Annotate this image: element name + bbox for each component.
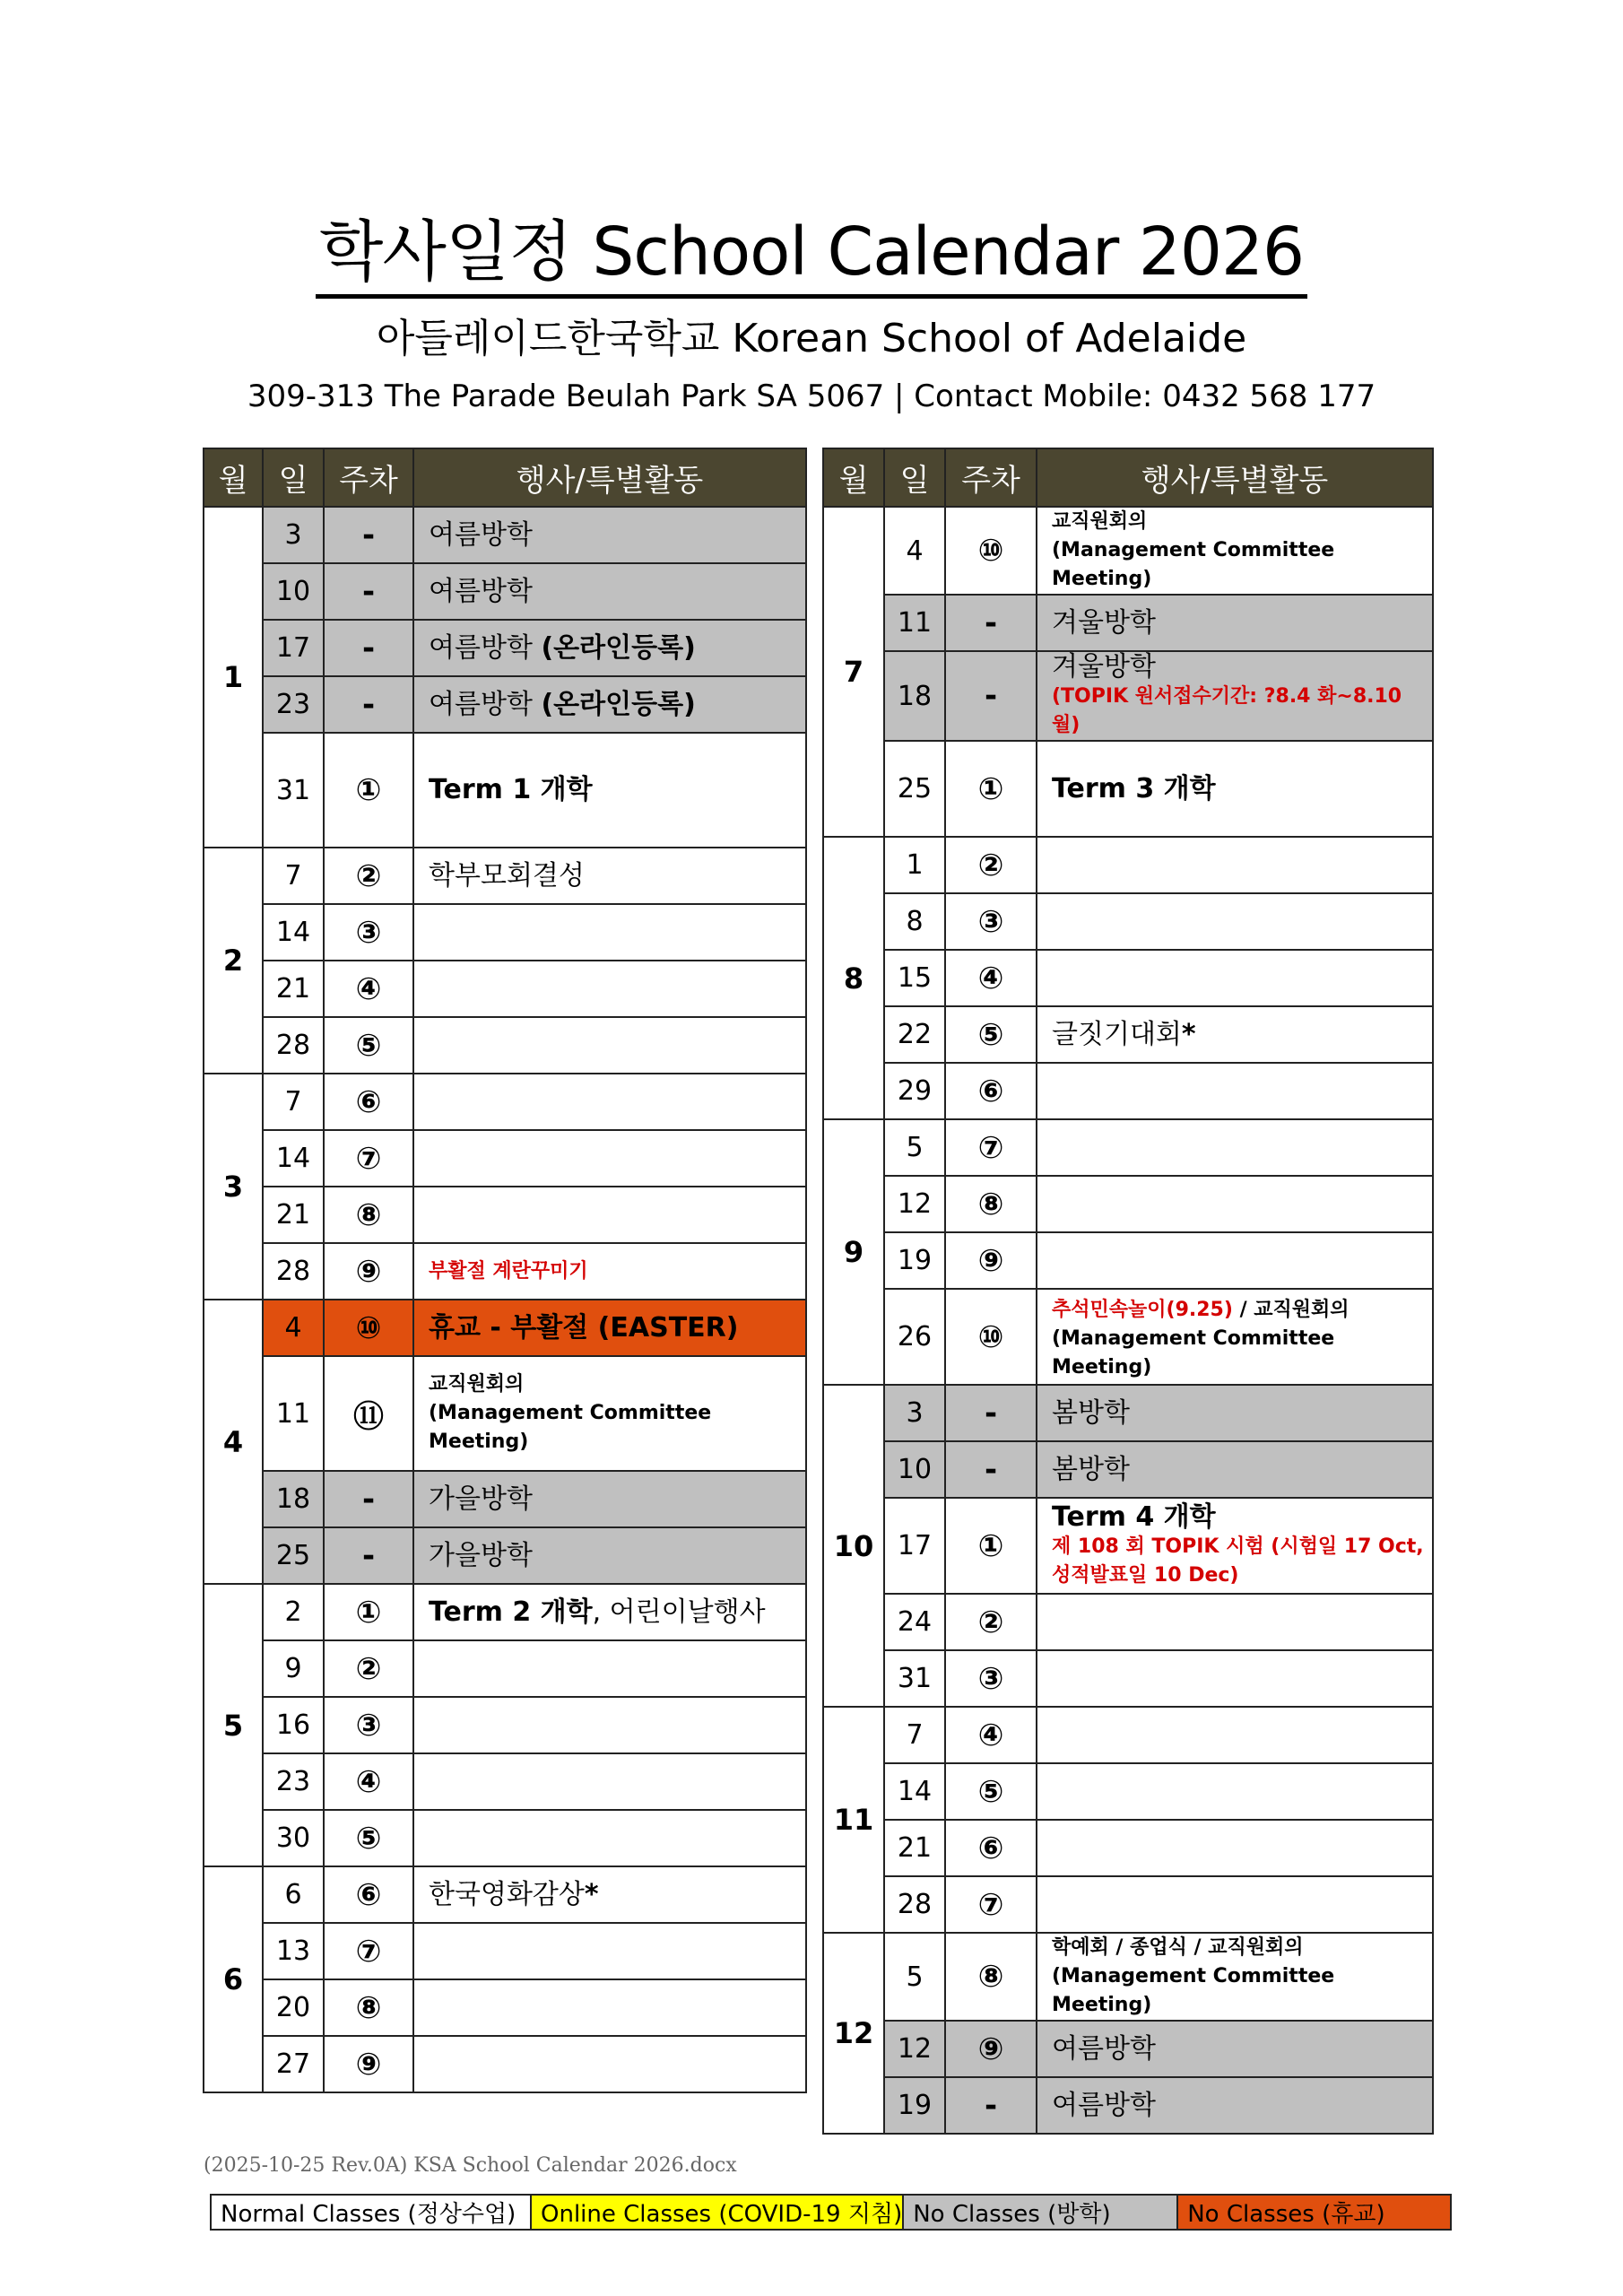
event-text: Term 2 개학 [429, 1596, 593, 1628]
week-cell: - [324, 507, 413, 563]
day-cell: 7 [263, 848, 324, 904]
event-text: 봄방학 [1052, 1396, 1130, 1429]
col-day: 일 [884, 448, 945, 507]
month-cell: 3 [204, 1074, 263, 1300]
event-cell [1037, 1176, 1433, 1232]
day-cell: 10 [884, 1441, 945, 1498]
event-cell [1037, 651, 1433, 741]
day-cell: 23 [263, 676, 324, 733]
calendar-row [204, 2036, 806, 2092]
week-cell: ⑦ [945, 1876, 1037, 1933]
event-cell [413, 1017, 806, 1074]
month-cell: 10 [823, 1385, 884, 1707]
event-text: 가을방학 [429, 1539, 533, 1571]
month-cell: 2 [204, 848, 263, 1074]
day-cell: 29 [884, 1063, 945, 1119]
event-text: (Management Committee Meeting) [1052, 1965, 1335, 2016]
day-cell: 11 [263, 1356, 324, 1471]
week-cell: ⑥ [945, 1063, 1037, 1119]
event-text: 여름방학 [429, 631, 542, 664]
month-cell: 12 [823, 1933, 884, 2134]
event-cell [413, 1753, 806, 1810]
calendar-row [204, 563, 806, 620]
day-cell: 3 [263, 507, 324, 563]
week-cell: - [324, 676, 413, 733]
week-cell: ③ [945, 893, 1037, 950]
week-cell: ④ [324, 961, 413, 1017]
calendar-row [823, 1232, 1433, 1289]
col-day: 일 [263, 448, 324, 507]
week-cell: - [945, 2077, 1037, 2134]
calendar-row [204, 1527, 806, 1584]
event-cell [413, 1300, 806, 1356]
event-text: Term 1 개학 [429, 774, 593, 805]
event-cell [1037, 1385, 1433, 1441]
event-text: 교직원회의 [429, 1373, 525, 1396]
event-cell [1037, 1441, 1433, 1498]
week-cell: ⑧ [324, 1979, 413, 2036]
week-cell: ⑨ [945, 1232, 1037, 1289]
event-cell [1037, 507, 1433, 595]
day-cell: 15 [884, 950, 945, 1006]
event-cell [1037, 1650, 1433, 1707]
event-cell [413, 1640, 806, 1697]
event-cell [413, 1356, 806, 1471]
calendar-row [823, 651, 1433, 741]
event-text: (온라인등록) [541, 631, 696, 664]
calendar-row [823, 1498, 1433, 1594]
week-cell: ⑧ [324, 1187, 413, 1243]
event-cell [1037, 1707, 1433, 1763]
event-text: 성적발표일 10 Dec) [1052, 1563, 1239, 1587]
week-cell: - [945, 1441, 1037, 1498]
event-cell [413, 676, 806, 733]
event-text: 글짓기대회 [1052, 1018, 1182, 1050]
calendar-row [204, 1584, 806, 1640]
event-text: * [584, 1878, 599, 1910]
event-text: (Management Committee Meeting) [1052, 539, 1335, 590]
event-cell [1037, 1594, 1433, 1650]
event-text: / 교직원회의 [1232, 1298, 1350, 1321]
month-cell: 5 [204, 1584, 263, 1866]
day-cell: 28 [263, 1243, 324, 1300]
day-cell: 18 [263, 1471, 324, 1527]
month-cell: 8 [823, 837, 884, 1119]
event-text: 여름방학 [1052, 2089, 1156, 2121]
event-cell [413, 1923, 806, 1979]
event-cell [413, 733, 806, 848]
day-cell: 6 [263, 1866, 324, 1923]
event-cell [1037, 837, 1433, 893]
event-cell [413, 620, 806, 676]
day-cell: 4 [884, 507, 945, 595]
week-cell: ⑦ [945, 1119, 1037, 1176]
event-cell [1037, 1063, 1433, 1119]
event-cell [1037, 1119, 1433, 1176]
calendar-row [823, 2021, 1433, 2077]
day-cell: 2 [263, 1584, 324, 1640]
day-cell: 30 [263, 1810, 324, 1866]
school-address: 309-313 The Parade Beulah Park SA 5067 | Contact Mobile: 0432 568 177 [247, 378, 1376, 414]
event-cell [413, 961, 806, 1017]
day-cell: 21 [884, 1820, 945, 1876]
day-cell: 16 [263, 1697, 324, 1753]
day-cell: 7 [263, 1074, 324, 1130]
week-cell: - [324, 620, 413, 676]
day-cell: 18 [884, 651, 945, 741]
month-cell: 6 [204, 1866, 263, 2092]
day-cell: 17 [884, 1498, 945, 1594]
school-name: 아들레이드한국학교 Korean School of Adelaide [376, 316, 1247, 361]
event-cell [413, 1243, 806, 1300]
week-cell: - [945, 1385, 1037, 1441]
calendar-row [823, 1006, 1433, 1063]
event-text: 한국영화감상 [429, 1878, 585, 1910]
document-footer-note: (2025-10-25 Rev.0A) KSA School Calendar 2026.docx [204, 2154, 737, 2177]
week-cell: ② [324, 848, 413, 904]
week-cell: ① [324, 1584, 413, 1640]
day-cell: 31 [263, 733, 324, 848]
col-event: 행사/특별활동 [1037, 448, 1433, 507]
week-cell: - [324, 1527, 413, 1584]
event-cell [1037, 741, 1433, 837]
week-cell: ⑧ [945, 1176, 1037, 1232]
day-cell: 21 [263, 1187, 324, 1243]
event-cell [1037, 1232, 1433, 1289]
week-cell: ③ [324, 904, 413, 961]
day-cell: 11 [884, 595, 945, 651]
calendar-body-right [823, 507, 1433, 2134]
event-cell [1037, 2021, 1433, 2077]
day-cell: 5 [884, 1119, 945, 1176]
event-text: 휴교 - 부활절 (EASTER) [429, 1311, 739, 1344]
event-cell [413, 1130, 806, 1187]
week-cell: ⑤ [945, 1006, 1037, 1063]
week-cell: ④ [324, 1753, 413, 1810]
week-cell: ① [945, 1498, 1037, 1594]
event-text: 겨울방학 [1052, 651, 1156, 683]
month-cell: 7 [823, 507, 884, 837]
event-cell [1037, 1289, 1433, 1385]
month-cell: 1 [204, 507, 263, 848]
calendar-row [823, 893, 1433, 950]
week-cell: ⑦ [324, 1923, 413, 1979]
calendar-row [204, 1640, 806, 1697]
col-event: 행사/특별활동 [413, 448, 806, 507]
col-month: 월 [823, 448, 884, 507]
week-cell: - [324, 1471, 413, 1527]
event-cell [1037, 950, 1433, 1006]
event-cell [413, 1187, 806, 1243]
day-cell: 25 [884, 741, 945, 837]
event-text: 가을방학 [429, 1483, 533, 1515]
week-cell: ⑪ [324, 1356, 413, 1471]
week-cell: - [945, 595, 1037, 651]
event-text: 부활절 계란꾸미기 [429, 1259, 588, 1283]
event-text: , 어린이날행사 [592, 1596, 766, 1628]
event-text: 추석민속놀이(9.25) [1052, 1298, 1233, 1321]
calendar-row [204, 620, 806, 676]
week-cell: ⑤ [324, 1017, 413, 1074]
calendar-row [823, 1594, 1433, 1650]
calendar-row [204, 507, 806, 563]
color-legend [210, 2194, 1452, 2231]
event-cell [1037, 1820, 1433, 1876]
day-cell: 12 [884, 1176, 945, 1232]
event-cell [1037, 1876, 1433, 1933]
event-text: 여름방학 [429, 575, 533, 607]
day-cell: 28 [884, 1876, 945, 1933]
calendar-row [204, 1243, 806, 1300]
event-text: 학예회 / 종업식 / 교직원회의 [1052, 1936, 1304, 1959]
day-cell: 24 [884, 1594, 945, 1650]
event-cell [1037, 893, 1433, 950]
calendar-row [204, 961, 806, 1017]
legend-normal-classes: Normal Classes (정상수업) [211, 2195, 531, 2230]
week-cell: ⑦ [324, 1130, 413, 1187]
week-cell: ⑨ [324, 1243, 413, 1300]
event-cell [413, 1697, 806, 1753]
event-cell [1037, 2077, 1433, 2134]
week-cell: ④ [945, 950, 1037, 1006]
event-text: (Management Committee Meeting) [1052, 1326, 1335, 1378]
calendar-row [823, 837, 1433, 893]
calendar-row [823, 1650, 1433, 1707]
day-cell: 23 [263, 1753, 324, 1810]
week-cell: ② [945, 1594, 1037, 1650]
page-title [0, 212, 1623, 299]
week-cell: ⑨ [324, 2036, 413, 2092]
event-cell [413, 1584, 806, 1640]
week-cell: ① [324, 733, 413, 848]
day-cell: 26 [884, 1289, 945, 1385]
calendar-row [823, 595, 1433, 651]
calendar-table-left [203, 448, 807, 2093]
event-cell [413, 848, 806, 904]
calendar-row [823, 1876, 1433, 1933]
day-cell: 13 [263, 1923, 324, 1979]
event-text: (온라인등록) [541, 688, 696, 720]
calendar-row [204, 1356, 806, 1471]
event-text: 겨울방학 [1052, 606, 1156, 639]
week-cell: ⑨ [945, 2021, 1037, 2077]
calendar-row [204, 1697, 806, 1753]
week-cell: ⑥ [945, 1820, 1037, 1876]
calendar-row [823, 1933, 1433, 2021]
event-cell [1037, 1763, 1433, 1820]
calendar-row [204, 904, 806, 961]
calendar-body-left [204, 507, 806, 2092]
week-cell: ④ [945, 1707, 1037, 1763]
calendar-row [204, 1017, 806, 1074]
day-cell: 4 [263, 1300, 324, 1356]
event-cell [413, 1527, 806, 1584]
calendar-row [823, 1063, 1433, 1119]
week-cell: - [945, 651, 1037, 741]
event-text: (Management Committee Meeting) [429, 1402, 712, 1453]
week-cell: ⑩ [324, 1300, 413, 1356]
calendar-row [823, 950, 1433, 1006]
day-cell: 25 [263, 1527, 324, 1584]
calendar-row [204, 1866, 806, 1923]
calendar-row [823, 507, 1433, 595]
calendar-row [823, 1176, 1433, 1232]
calendar-row [823, 1385, 1433, 1441]
month-cell: 4 [204, 1300, 263, 1584]
week-cell: ① [945, 741, 1037, 837]
event-cell [413, 1979, 806, 2036]
event-text: 제 108 회 TOPIK 시험 (시험일 17 Oct, [1052, 1535, 1424, 1558]
week-cell: ② [324, 1640, 413, 1697]
event-cell [1037, 1006, 1433, 1063]
event-text: Term 4 개학 [1052, 1500, 1216, 1533]
calendar-row [823, 1820, 1433, 1876]
event-cell [413, 1866, 806, 1923]
day-cell: 3 [884, 1385, 945, 1441]
calendar-header-row [823, 448, 1433, 507]
event-cell [1037, 595, 1433, 651]
legend-school-closed: No Classes (휴교) [1177, 2195, 1451, 2230]
event-cell [413, 1074, 806, 1130]
calendar-row [823, 2077, 1433, 2134]
week-cell: ⑥ [324, 1074, 413, 1130]
day-cell: 17 [263, 620, 324, 676]
calendar-row [823, 1119, 1433, 1176]
event-text: (TOPIK 원서접수기간: ?8.4 화~8.10 월) [1052, 685, 1402, 736]
event-cell [413, 563, 806, 620]
calendar-row [204, 733, 806, 848]
day-cell: 19 [884, 2077, 945, 2134]
calendar-header-row [204, 448, 806, 507]
week-cell: ⑤ [324, 1810, 413, 1866]
calendar-row [204, 1471, 806, 1527]
event-text: 여름방학 [1052, 2032, 1156, 2065]
day-cell: 9 [263, 1640, 324, 1697]
event-text: 교직원회의 [1052, 510, 1148, 533]
calendar-row [204, 676, 806, 733]
event-cell [413, 1471, 806, 1527]
week-cell: ⑧ [945, 1933, 1037, 2021]
calendar-row [823, 741, 1433, 837]
day-cell: 8 [884, 893, 945, 950]
week-cell: ⑩ [945, 507, 1037, 595]
legend-online-classes: Online Classes (COVID-19 지침) [531, 2195, 903, 2230]
calendar-row [204, 1300, 806, 1356]
calendar-row [204, 1074, 806, 1130]
calendar-row [823, 1441, 1433, 1498]
event-text: 여름방학 [429, 518, 533, 551]
month-cell: 11 [823, 1707, 884, 1933]
calendar-row [204, 1810, 806, 1866]
col-week: 주차 [324, 448, 413, 507]
day-cell: 10 [263, 563, 324, 620]
event-text: 봄방학 [1052, 1453, 1130, 1485]
day-cell: 22 [884, 1006, 945, 1063]
legend-row [211, 2195, 1451, 2230]
day-cell: 7 [884, 1707, 945, 1763]
day-cell: 14 [263, 1130, 324, 1187]
day-cell: 1 [884, 837, 945, 893]
day-cell: 28 [263, 1017, 324, 1074]
day-cell: 5 [884, 1933, 945, 2021]
week-cell: - [324, 563, 413, 620]
day-cell: 14 [884, 1763, 945, 1820]
day-cell: 27 [263, 2036, 324, 2092]
event-text: Term 3 개학 [1052, 772, 1216, 804]
event-text: * [1181, 1018, 1196, 1050]
event-text: 여름방학 [429, 688, 542, 720]
col-week: 주차 [945, 448, 1037, 507]
calendar-row [204, 1753, 806, 1810]
week-cell: ⑤ [945, 1763, 1037, 1820]
event-cell [413, 507, 806, 563]
event-cell [413, 2036, 806, 2092]
calendar-row [204, 848, 806, 904]
calendar-table-right [822, 448, 1434, 2135]
day-cell: 21 [263, 961, 324, 1017]
day-cell: 31 [884, 1650, 945, 1707]
event-cell [1037, 1498, 1433, 1594]
week-cell: ③ [945, 1650, 1037, 1707]
week-cell: ② [945, 837, 1037, 893]
calendar-row [204, 1923, 806, 1979]
event-cell [413, 904, 806, 961]
day-cell: 20 [263, 1979, 324, 2036]
event-cell [1037, 1933, 1433, 2021]
day-cell: 14 [263, 904, 324, 961]
legend-vacation: No Classes (방학) [903, 2195, 1177, 2230]
calendar-row [823, 1707, 1433, 1763]
week-cell: ⑩ [945, 1289, 1037, 1385]
day-cell: 12 [884, 2021, 945, 2077]
calendar-row [204, 1130, 806, 1187]
calendar-row [823, 1289, 1433, 1385]
month-cell: 9 [823, 1119, 884, 1385]
week-cell: ③ [324, 1697, 413, 1753]
col-month: 월 [204, 448, 263, 507]
calendar-row [204, 1187, 806, 1243]
day-cell: 19 [884, 1232, 945, 1289]
calendar-row [204, 1979, 806, 2036]
event-cell [413, 1810, 806, 1866]
week-cell: ⑥ [324, 1866, 413, 1923]
page-title-text: 학사일정 School Calendar 2026 [316, 212, 1307, 299]
event-text: 학부모회결성 [429, 859, 585, 891]
calendar-row [823, 1763, 1433, 1820]
